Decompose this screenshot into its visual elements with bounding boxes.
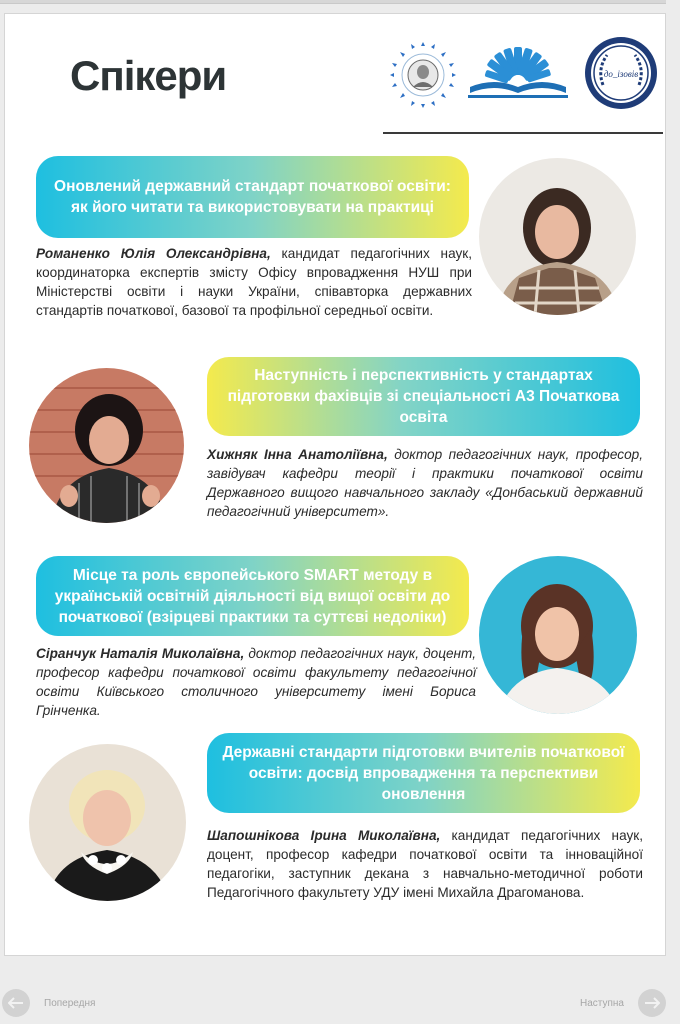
speaker-3-name: Сіранчук Наталія Миколаївна, — [36, 646, 245, 661]
arrow-left-icon — [2, 989, 30, 1017]
prev-page-label: Попередня — [44, 997, 96, 1009]
next-page-button[interactable] — [580, 989, 666, 1017]
speaker-3-topic-banner: Місце та роль європейського SMART методу в українській освітній діяльності від вищої освіти до початкової (взірцеві практики та суттєві недоліки) — [36, 556, 469, 636]
prev-page-button[interactable] — [2, 989, 95, 1017]
speaker-4-photo — [29, 744, 186, 901]
page-title: Спікери — [70, 52, 227, 99]
university-seal-logo — [390, 42, 456, 108]
arrow-right-icon — [638, 989, 666, 1017]
next-page-label: Наступна — [580, 997, 624, 1009]
speaker-2-topic-banner: Наступність і перспективність у стандартах підготовки фахівців зі спеціальності А3 Початкова освіта — [207, 357, 640, 436]
sun-book-logo — [468, 47, 568, 98]
header-divider — [383, 132, 663, 134]
speaker-2-bio: доктор педагогічних наук, професор, завідувач кафедри теорії і практики початкової освіти Державного вищого навчального закладу «Донбаський державний педагогічний університет». — [207, 447, 643, 519]
logos-row — [383, 35, 668, 115]
viewer-top-strip — [0, 0, 666, 4]
speaker-2-photo — [29, 368, 184, 523]
university-logos — [383, 35, 668, 115]
speaker-1-name: Романенко Юлія Олександрівна, — [36, 246, 271, 261]
speaker-1-photo — [479, 158, 636, 315]
speaker-4-topic-banner: Державні стандарти підготовки вчителів початкової освіти: досвід впровадження та перспективи оновлення — [207, 733, 640, 813]
speaker-1-topic-banner: Оновлений державний стандарт початкової освіти: як його читати та використовувати на практиці — [36, 156, 469, 238]
speaker-1-bio: кандидат педагогічних наук, координаторка експертів змісту Офісу впровадження НУШ при Міністерстві освіти і науки України, співавторка державних стандартів початкової, базової та профільної середньої освіти. — [36, 246, 472, 318]
faculty-emblem-logo — [585, 37, 657, 109]
speaker-2-name: Хижняк Інна Анатоліївна, — [207, 447, 388, 462]
speaker-4-description — [207, 826, 643, 902]
speaker-3-description — [36, 644, 476, 720]
speaker-3-bio: доктор педагогічних наук, доцент, професор кафедри початкової освіти факультету педагогічної освіти Київського столичного університету імені Бориса Грінченка. — [36, 646, 476, 718]
speaker-3-photo — [479, 556, 637, 714]
speaker-4-bio: кандидат педагогічних наук, доцент, професор кафедри початкової освіти та інноваційної педагогіки, заступник декана з навчально-методичної роботи Педагогічного факультету УДУ імені Михайла Драгоманова. — [207, 828, 643, 900]
speaker-4-name: Шапошнікова Ірина Миколаївна, — [207, 828, 441, 843]
speaker-1-description — [36, 244, 472, 320]
speaker-2-description — [207, 445, 643, 521]
emblem-text: до_ізовів — [603, 69, 639, 79]
